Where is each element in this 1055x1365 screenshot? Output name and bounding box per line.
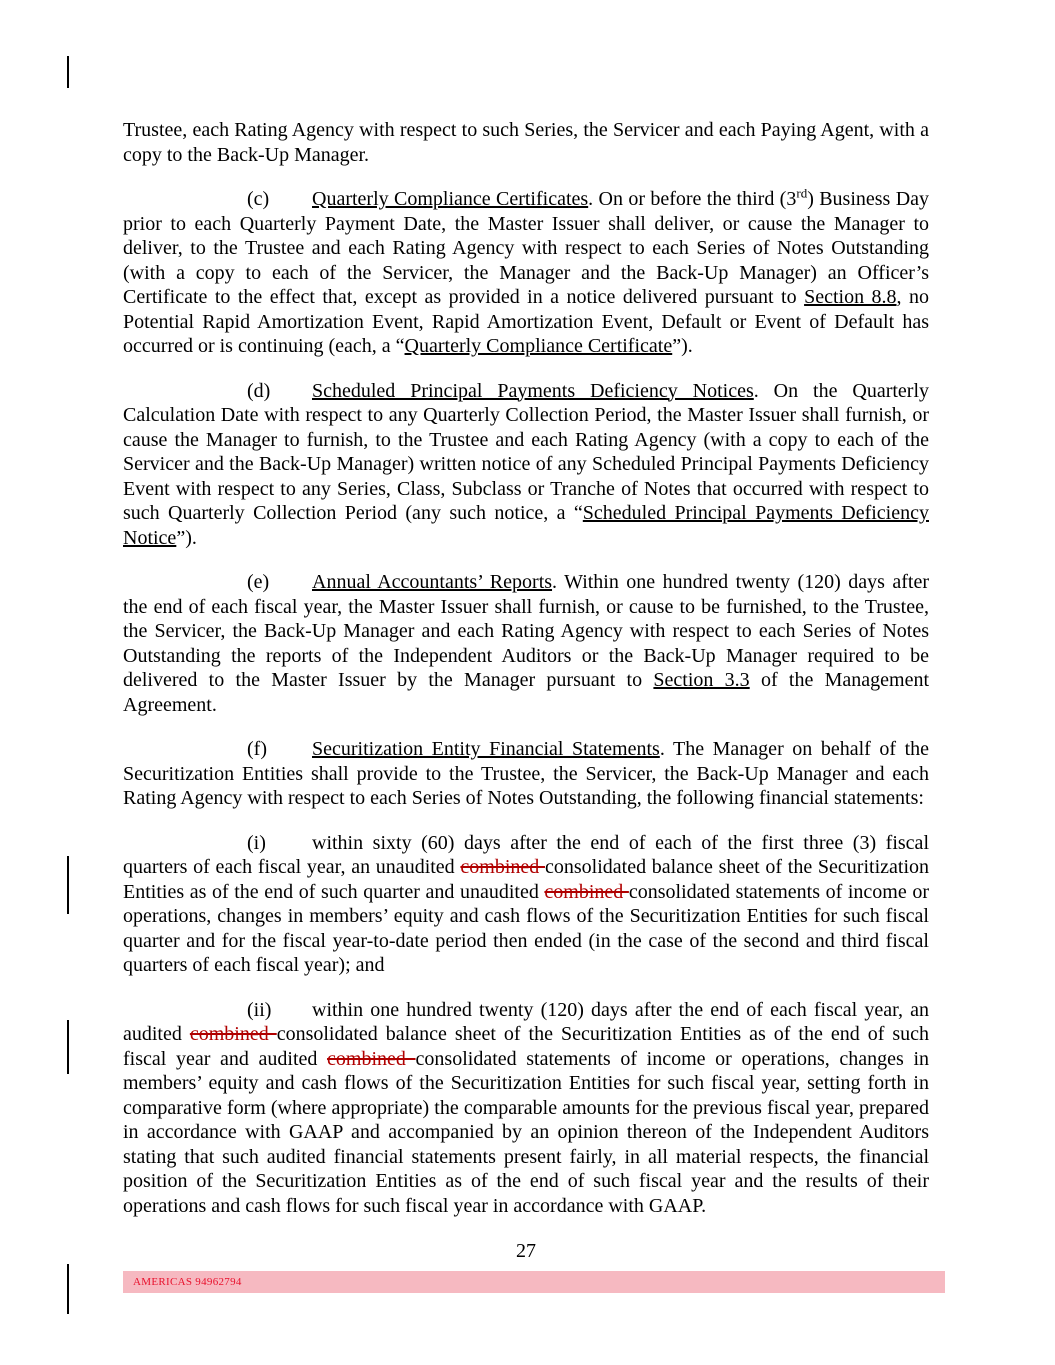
text-segment: . On the Quarterly Calculation Date with respect to any Quarterly Collection Period, the Master Issuer shall furnish, or cause the Manager to furnish, to the Trustee and each Rating Agency (with a copy to each of the Servicer and the Back-Up Manager) written notice of any Scheduled Principal Payments Deficiency Event with respect to any Series, Class, Subclass or Tranche of Notes that occurred with respect to such Quarterly Collection Period (any such notice, a “ bbox=[123, 379, 930, 524]
redline-deleted-text: combined bbox=[544, 880, 629, 903]
paragraph-label: (i) bbox=[247, 831, 266, 854]
paragraph-f bbox=[123, 737, 929, 811]
paragraph-label: (f) bbox=[247, 738, 267, 760]
paragraph-i bbox=[123, 831, 929, 978]
paragraph-label: (d) bbox=[247, 379, 271, 402]
text-segment: consolidated statements of income or operations, changes in members’ equity and cash flows of the Securitization Entities for such fiscal quarter and for the fiscal year-to-date period then ended (in the case of the second and third fiscal quarters of each fiscal year); and bbox=[123, 880, 929, 976]
document-body bbox=[123, 118, 929, 1238]
revision-change-bar bbox=[67, 856, 69, 914]
paragraph-label: (e) bbox=[247, 571, 270, 593]
paragraph-e bbox=[123, 570, 929, 717]
text-segment: ”). bbox=[176, 526, 197, 549]
underlined-text: Section 8.8 bbox=[804, 286, 897, 308]
text-segment: . On or before the third (3 bbox=[588, 188, 797, 210]
text-segment: Trustee, each Rating Agency with respect to such Series, the Servicer and each Paying Agent, with a copy to the Back-Up Manager. bbox=[123, 119, 929, 166]
paragraph-label: (ii) bbox=[247, 998, 272, 1021]
revision-change-bar bbox=[67, 1264, 69, 1314]
underlined-text: Securitization Entity Financial Statements bbox=[312, 738, 660, 760]
text-segment: , no Potential Rapid Amortization Event, Rapid Amortization Event, Default or Event of Default has occurred or is continuing (each, a “ bbox=[123, 286, 929, 357]
underlined-text: Quarterly Compliance Certificate bbox=[404, 335, 673, 357]
text-segment: . Within one hundred twenty (120) days after the end of each fiscal year, the Master Issuer shall furnish, or cause to be furnished, to the Trustee, the Servicer, the Back-Up Manager and each Rating Agency with respect to each Series of Notes Outstanding the reports of the Independent Auditors or the Back-Up Manager required to be delivered to the Master Issuer by the Manager pursuant to bbox=[123, 571, 929, 691]
redline-deleted-text: combined bbox=[189, 1023, 277, 1045]
underlined-text: Scheduled Principal Payments Deficiency Notices bbox=[312, 379, 754, 402]
text-segment: ) Business Day prior to each Quarterly Payment Date, the Master Issuer shall deliver, or cause the Manager to deliver, to the Trustee and each Rating Agency with respect to each Series of Notes Outstanding (with a copy to each of the Servicer, the Manager and the Back-Up Manager) an Officer’s Certificate to the effect that, except as provided in a notice delivered pursuant to bbox=[123, 188, 930, 308]
paragraph-ii bbox=[123, 998, 929, 1219]
underlined-text: Annual Accountants’ Reports bbox=[312, 571, 553, 593]
text-segment: consolidated balance sheet of the Securitization Entities as of the end of such quarter and unaudited bbox=[123, 856, 929, 903]
text-segment: within sixty (60) days after the end of each of the first three (3) fiscal quarters of each fiscal year, an unaudited bbox=[123, 831, 929, 878]
underlined-text: Scheduled Principal Payments Deficiency Notice bbox=[123, 502, 929, 549]
page-number: 27 bbox=[516, 1240, 536, 1262]
footer-document-code: AMERICAS 94962794 bbox=[133, 1276, 242, 1288]
revision-change-bar bbox=[67, 1020, 69, 1074]
revision-change-bar bbox=[67, 56, 69, 88]
underlined-text: Quarterly Compliance Certificates bbox=[312, 188, 589, 210]
text-segment: of the Management Agreement. bbox=[123, 669, 930, 716]
text-segment: ”). bbox=[672, 335, 693, 357]
text-segment: consolidated balance sheet of the Securitization Entities as of the end of such fiscal year and audited bbox=[123, 1023, 929, 1070]
paragraph-c bbox=[123, 187, 929, 359]
paragraph-intro bbox=[123, 118, 929, 167]
text-segment: within one hundred twenty (120) days after the end of each fiscal year, an audited bbox=[123, 998, 929, 1045]
underlined-text: Section 3.3 bbox=[653, 669, 750, 691]
text-segment: . The Manager on behalf of the Securitization Entities shall provide to the Trustee, the Servicer, the Back-Up Manager and each Rating Agency with respect to each Series of Notes Outstanding, the following financial statements: bbox=[123, 738, 929, 809]
text-segment: consolidated statements of income or operations, changes in members’ equity and cash flows of the Securitization Entities for such fiscal year, setting forth in comparative form (where appropriate) the comparable amounts for the previous fiscal year, prepared in accordance with GAAP and accompanied by an opinion thereon of the Independent Auditors stating that such audited financial statements present fairly, in all material respects, the financial position of the Securitization Entities as of the end of such fiscal year and the results of their operations and cash flows for such fiscal year in accordance with GAAP. bbox=[123, 1047, 929, 1217]
text-segment: rd bbox=[796, 185, 808, 201]
paragraph-label: (c) bbox=[247, 188, 270, 210]
redline-deleted-text: combined bbox=[327, 1047, 416, 1070]
footer-highlight-bar bbox=[123, 1271, 945, 1293]
redline-deleted-text: combined bbox=[460, 856, 545, 878]
paragraph-d bbox=[123, 379, 929, 551]
